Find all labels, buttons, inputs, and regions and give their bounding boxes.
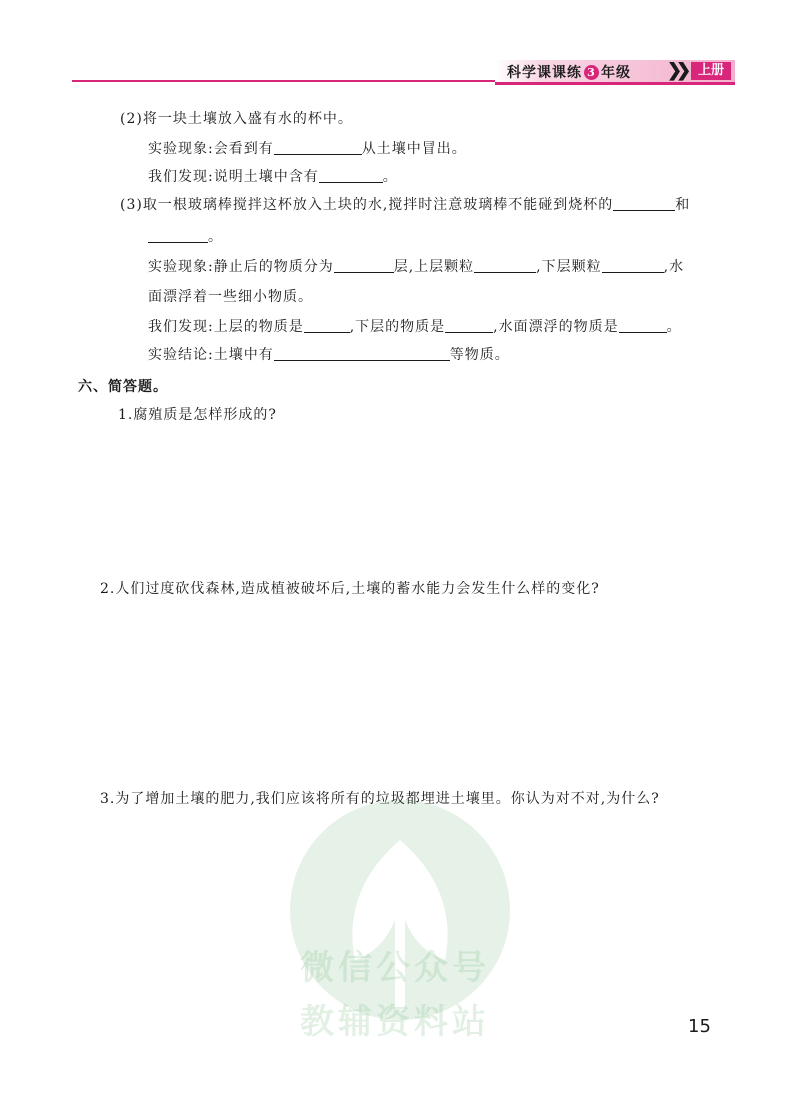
q2-finding-text-b: 。 — [382, 169, 398, 185]
grade-badge: 3 — [584, 65, 599, 80]
watermark-line-2: 教辅资料站 — [300, 1002, 490, 1042]
volume-tag: 上册 — [691, 62, 731, 80]
q2-finding — [148, 166, 398, 186]
q3-layers-blank[interactable] — [334, 258, 394, 273]
q3-phenomenon-text-d: ,水 — [663, 259, 685, 275]
q3-title-blank-2[interactable] — [148, 228, 208, 243]
q3-title-text-a: (3)取一根玻璃棒搅拌这杯放入土块的水,搅拌时注意玻璃棒不能碰到烧杯的 — [120, 197, 614, 213]
q3-lower-particles-blank[interactable] — [602, 258, 664, 273]
q3-phenomenon — [148, 256, 684, 276]
q2-title: (2)将一块土壤放入盛有水的杯中。 — [120, 111, 353, 127]
double-chevron-icon: ❯❯ — [667, 60, 686, 81]
q3-phenomenon-text-c: ,下层颗粒 — [536, 259, 602, 275]
q2-phenomenon-text-b: 从土壤中冒出。 — [361, 141, 467, 157]
short-answer-question-2: 2.人们过度砍伐森林,造成植被破坏后,土壤的蓄水能力会发生什么样的变化? — [100, 581, 600, 597]
q3-phenomenon-text-a: 实验现象:静止后的物质分为 — [148, 259, 334, 275]
short-answer-question-3: 3.为了增加土壤的肥力,我们应该将所有的垃圾都埋进土壤里。你认为对不对,为什么? — [100, 791, 660, 807]
q3-finding-text-a: 我们发现:上层的物质是 — [148, 319, 304, 335]
q3-finding — [148, 316, 682, 336]
short-answer-question-1: 1.腐殖质是怎样形成的? — [118, 407, 277, 423]
q2-phenomenon-blank[interactable] — [274, 140, 362, 155]
q3-conclusion — [148, 344, 510, 364]
header-banner — [495, 60, 735, 88]
q3-finding-text-d: 。 — [666, 319, 682, 335]
q3-conclusion-blank[interactable] — [274, 346, 450, 361]
q2-finding-blank[interactable] — [319, 168, 383, 183]
q3-conclusion-text-a: 实验结论:土壤中有 — [148, 347, 274, 363]
q3-lower-material-blank[interactable] — [445, 318, 493, 333]
book-title — [507, 62, 631, 82]
q3-title-continued — [148, 226, 223, 246]
q3-conclusion-text-b: 等物质。 — [449, 347, 510, 363]
q3-upper-material-blank[interactable] — [304, 318, 350, 333]
q3-title-blank-1[interactable] — [613, 196, 675, 211]
watermark-line-1: 微信公众号 — [300, 948, 490, 988]
q2-finding-text-a: 我们发现:说明土壤中含有 — [148, 169, 319, 185]
q3-title-end: 。 — [208, 229, 223, 245]
book-title-text: 科学课课练 — [507, 65, 582, 81]
q3-phenomenon-continued: 面漂浮着一些细小物质。 — [148, 289, 313, 305]
q3-upper-particles-blank[interactable] — [474, 258, 536, 273]
section-6-title: 六、简答题。 — [78, 379, 168, 395]
q3-title-text-b: 和 — [675, 197, 691, 213]
q2-phenomenon — [148, 138, 467, 158]
q3-finding-text-c: ,水面漂浮的物质是 — [493, 319, 619, 335]
q3-title — [120, 194, 690, 214]
page-number: 15 — [688, 1016, 711, 1037]
q3-floating-material-blank[interactable] — [619, 318, 667, 333]
grade-suffix: 年级 — [601, 65, 631, 81]
q3-finding-text-b: ,下层的物质是 — [349, 319, 446, 335]
q2-phenomenon-text-a: 实验现象:会看到有 — [148, 141, 274, 157]
q3-phenomenon-text-b: 层,上层颗粒 — [393, 259, 475, 275]
